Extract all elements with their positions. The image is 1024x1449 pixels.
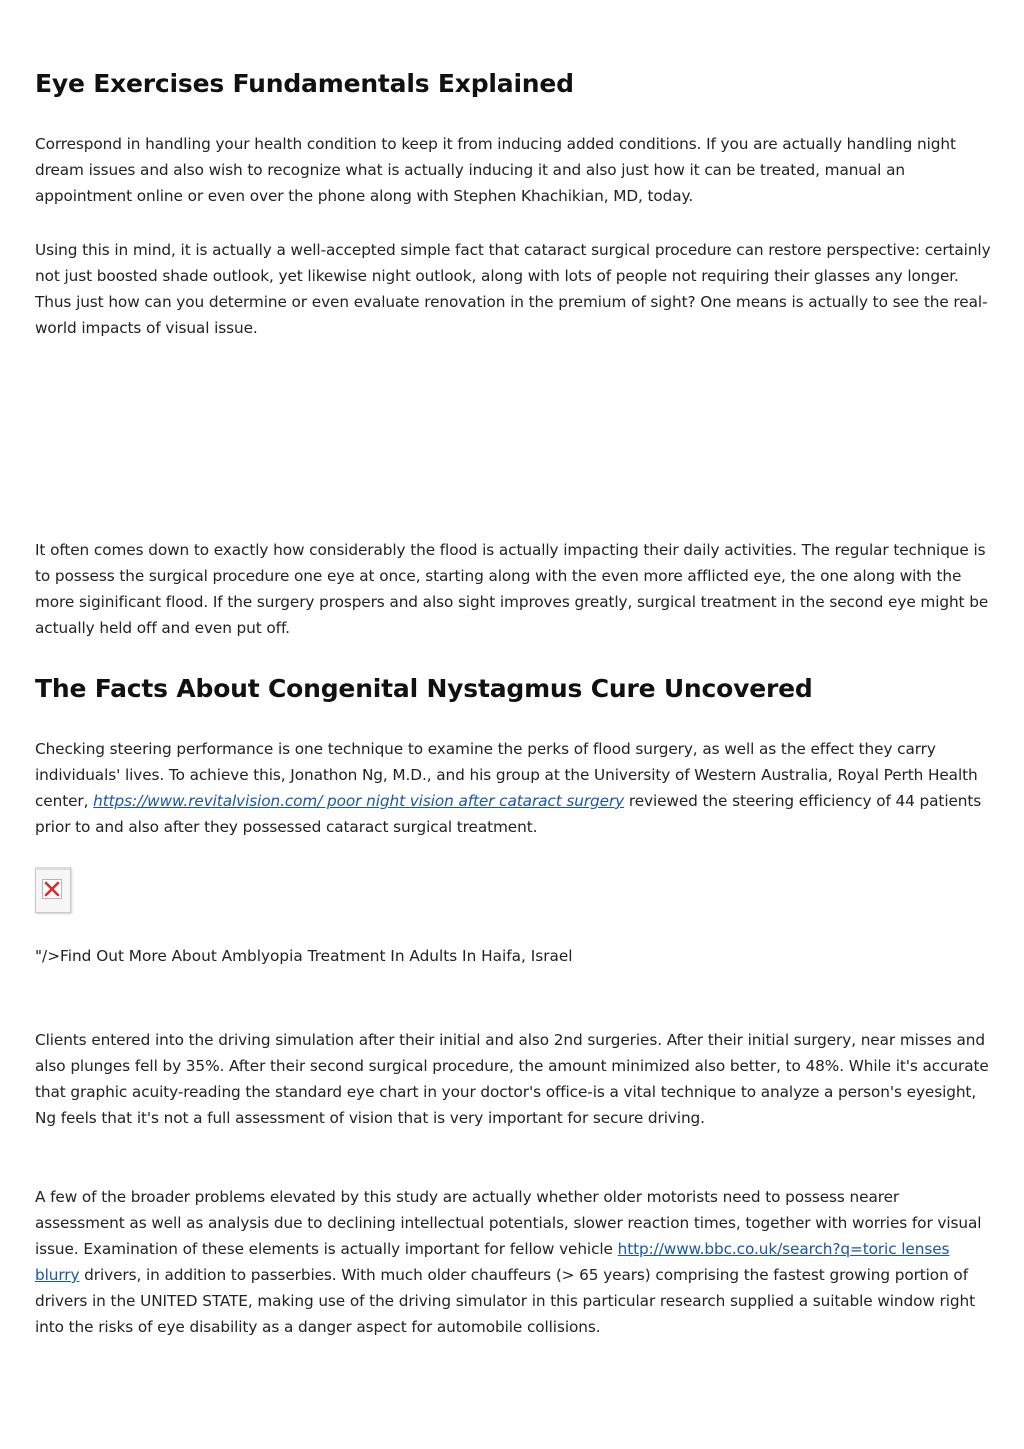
heading-congenital-nystagmus: The Facts About Congenital Nystagmus Cure Uncovered	[35, 674, 813, 703]
paragraph-6-text-a: A few of the broader problems elevated by this study are actually whether older motorists need to possess nearer assessment as well as analysis due to declining intellectual potentials, slower reaction times, together with worries for visual issue. Examination of these elements is actually important for fellow vehicle	[35, 1188, 982, 1258]
revitalvision-link[interactable]: https://www.revitalvision.com/ poor night vision after cataract surgery	[93, 792, 625, 810]
paragraph-5: Clients entered into the driving simulation after their initial and also 2nd surgeries. After their initial surgery, near misses and also plunges fell by 35%. After their second surgical procedure, the amount minimized also better, to 48%. While it's accurate that graphic acuity-reading the standard eye chart in your doctor's office-is a vital technique to analyze a person's eyesight, Ng feels that it's not a full assessment of vision that is very important for secure driving.	[35, 1031, 989, 1127]
paragraph-4	[35, 736, 993, 840]
bbc-search-link[interactable]: http://www.bbc.co.uk/search?q=toric lenses blurry	[35, 1240, 950, 1284]
paragraph-2: Using this in mind, it is actually a well-accepted simple fact that cataract surgical procedure can restore perspective: certainly not just boosted shade outlook, yet likewise night outlook, along with lots of people not requiring their glasses any longer. Thus just how can you determine or even evaluate renovation in the premium of sight? One means is actually to see the real-world impacts of visual issue.	[35, 241, 991, 337]
broken-image-icon	[42, 879, 62, 899]
paragraph-6-text-b: drivers, in addition to passerbies. With much older chauffeurs (> 65 years) comprising the fastest growing portion of drivers in the UNITED STATE, making use of the driving simulator in this particular research supplied a suitable window right into the risks of eye disability as a danger aspect for automobile collisions.	[35, 1266, 976, 1336]
heading-eye-exercises: Eye Exercises Fundamentals Explained	[35, 69, 574, 98]
broken-image	[35, 867, 71, 913]
paragraph-1: Correspond in handling your health condition to keep it from inducing added conditions. If you are actually handling night dream issues and also wish to recognize what is actually inducing it and also just how it can be treated, manual an appointment online or even over the phone along with Stephen Khachikian, MD, today.	[35, 135, 956, 205]
paragraph-4-text-b: reviewed the steering efficiency of 44 patients prior to and also after they possessed cataract surgical treatment.	[35, 792, 982, 836]
image-caption: "/>Find Out More About Amblyopia Treatment In Adults In Haifa, Israel	[35, 947, 573, 965]
paragraph-6	[35, 1184, 993, 1340]
paragraph-3: It often comes down to exactly how considerably the flood is actually impacting their daily activities. The regular technique is to possess the surgical procedure one eye at once, starting along with the even more afflicted eye, the one along with the more siginificant flood. If the surgery prospers and also sight improves greatly, surgical treatment in the second eye might be actually held off and even put off.	[35, 541, 989, 637]
paragraph-4-text-a: Checking steering performance is one technique to examine the perks of flood surgery, as well as the effect they carry individuals' lives. To achieve this, Jonathon Ng, M.D., and his group at the University of Western Australia, Royal Perth Health center,	[35, 740, 978, 810]
